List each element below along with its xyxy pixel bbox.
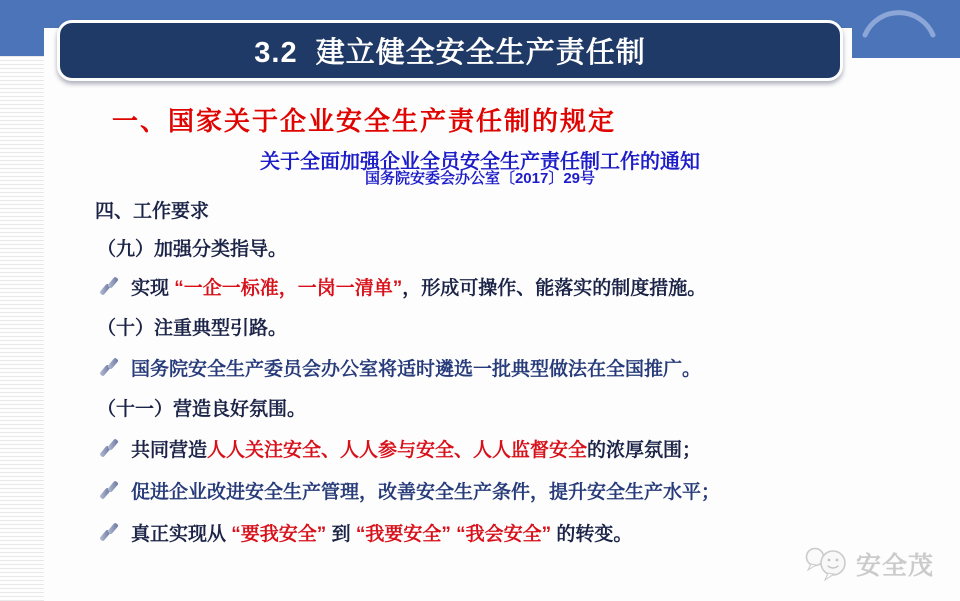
text-segment: 的浓厚氛围； [587, 440, 702, 461]
notice-issuer: 国务院安委会办公室〔2017〕29号 [364, 170, 596, 187]
text-segment-red: “我要安全” [355, 524, 451, 545]
part-title: 四、工作要求 [95, 201, 210, 222]
text-segment-red: “要我安全” [231, 524, 327, 545]
text-segment-red: 人人关注安全、人人参与安全、人人监督安全 [207, 440, 588, 461]
page-title: 3.2 建立健全安全生产责任制 [254, 37, 646, 69]
section-heading: 一、国家关于企业安全生产责任制的规定 [112, 107, 617, 136]
double-slash-bullet-icon [100, 523, 119, 542]
text-segment-red: “我会安全” [450, 524, 552, 545]
text-segment-red: “一企一标准，一岗一清单” [174, 278, 403, 299]
text-segment: 共同营造 [131, 440, 208, 461]
text-segment: 促进企业改进安全生产管理，改善安全生产条件，提升安全生产水平； [131, 482, 721, 503]
chat-bubbles-logo-icon [802, 543, 852, 585]
watermark [802, 541, 954, 587]
arc-decor-icon [852, 0, 960, 58]
bullet-text [131, 354, 701, 381]
text-segment: ，形成可操作、能落实的制度措施。 [402, 278, 707, 299]
text-segment: 真正实现从 [131, 524, 232, 545]
sub-heading-10: （十）注重典型引路。 [97, 318, 288, 339]
double-slash-bullet-icon [100, 358, 119, 377]
bullet-item-1 [100, 273, 706, 300]
top-left-corner-decor [0, 0, 44, 56]
sub-heading-11: （十一）营造良好氛围。 [97, 399, 307, 420]
bullet-text [131, 477, 720, 504]
bullet-item-4 [100, 477, 720, 504]
bullet-item-5 [100, 519, 632, 546]
title-banner [57, 20, 843, 81]
text-segment: 到 [326, 524, 356, 545]
sub-heading-9: （九）加强分类指导。 [97, 239, 288, 260]
bullet-text [131, 435, 701, 462]
bullet-text [131, 519, 632, 546]
text-segment: 的转变。 [551, 524, 633, 545]
bullet-item-2 [100, 354, 701, 381]
double-slash-bullet-icon [100, 439, 119, 458]
bullet-text [131, 273, 706, 300]
notice-title: 关于全面加强企业全员安全生产责任制工作的通知 [260, 151, 700, 173]
double-slash-bullet-icon [100, 277, 119, 296]
text-segment: 国务院安全生产委员会办公室将适时遴选一批典型做法在全国推广。 [131, 359, 702, 380]
top-right-corner-decor [852, 0, 960, 58]
double-slash-bullet-icon [100, 481, 119, 500]
text-segment: 实现 [131, 278, 175, 299]
bullet-item-3 [100, 435, 701, 462]
left-stripe-decor [0, 56, 44, 601]
brand-name: 安全茂 [856, 552, 935, 580]
